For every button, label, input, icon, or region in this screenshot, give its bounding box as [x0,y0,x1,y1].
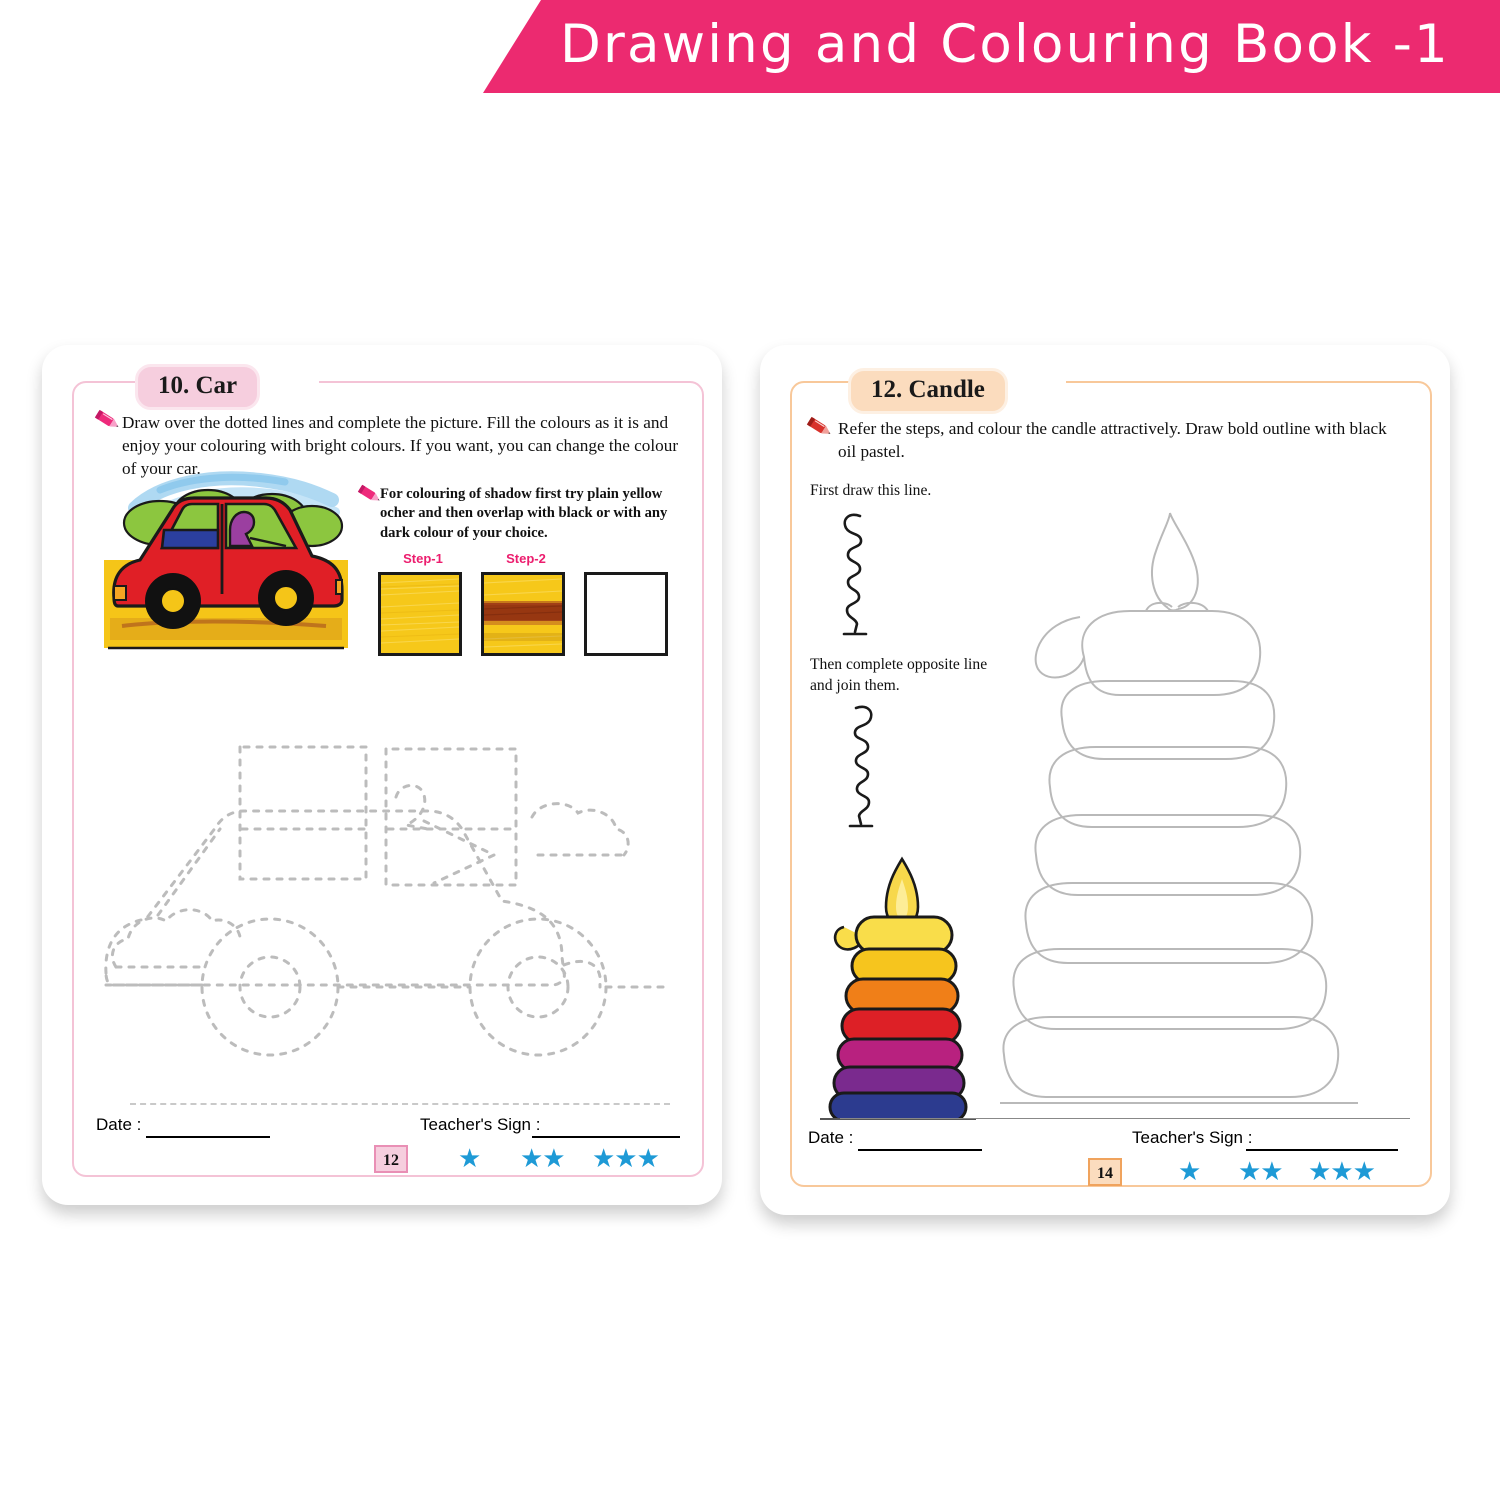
pencil-icon-right [805,415,835,441]
banner-title: Drawing and Colouring Book -1 [560,14,1450,75]
star-rating-1-right[interactable]: ★ [1178,1157,1201,1187]
page-right-instruction: Refer the steps, and colour the candle attractively. Draw bold outline with black oil pastel. [838,419,1387,461]
squiggle-line-1 [836,508,886,643]
date-input-line-left[interactable] [146,1136,270,1138]
car-illustration [100,468,352,668]
star-rating-3-right[interactable]: ★★★ [1308,1157,1375,1187]
step-2-label: Step-2 [506,551,546,566]
date-label-left: Date : [96,1115,142,1134]
footer-rule-right [840,1118,1410,1119]
star-rating-1-left[interactable]: ★ [458,1144,481,1174]
candle-illustration [818,855,978,1120]
page-left-title: 10. Car [135,364,260,410]
car-tracing-outline [98,705,698,1095]
pencil-icon [93,408,123,434]
second-line-label: Then complete opposite line and join them. [810,656,988,694]
teacher-sign-label-left: Teacher's Sign : [420,1115,541,1134]
date-input-line-right[interactable] [858,1149,982,1151]
teacher-sign-label-right: Teacher's Sign : [1132,1128,1253,1147]
date-label-right: Date : [808,1128,854,1147]
star-rating-2-right[interactable]: ★★ [1238,1157,1283,1187]
swatch-step-3-blank [584,572,668,656]
candle-tracing-outline [1000,505,1360,1130]
star-rating-3-left[interactable]: ★★★ [592,1144,659,1174]
page-number-left: 12 [374,1145,408,1173]
squiggle-line-2 [840,700,890,835]
page-left-instruction: Draw over the dotted lines and complete the picture. Fill the colours as it is and enjoy your colouring with bright colours. If you want, you can change the colour of your car. [122,413,679,478]
first-line-label: First draw this line. [810,482,932,499]
footer-dashed-rule-left [130,1103,670,1105]
page-number-right: 14 [1088,1158,1122,1186]
page-right-title: 12. Candle [848,368,1008,414]
shadow-colouring-note: For colouring of shadow first try plain yellow ocher and then overlap with black or with any dark colour of your choice. [380,486,668,541]
swatch-step-2 [481,572,565,656]
swatch-step-1 [378,572,462,656]
top-banner [0,0,1500,93]
star-rating-2-left[interactable]: ★★ [520,1144,565,1174]
teacher-sign-line-left[interactable] [532,1136,680,1138]
teacher-sign-line-right[interactable] [1246,1149,1398,1151]
step-1-label: Step-1 [403,551,443,566]
